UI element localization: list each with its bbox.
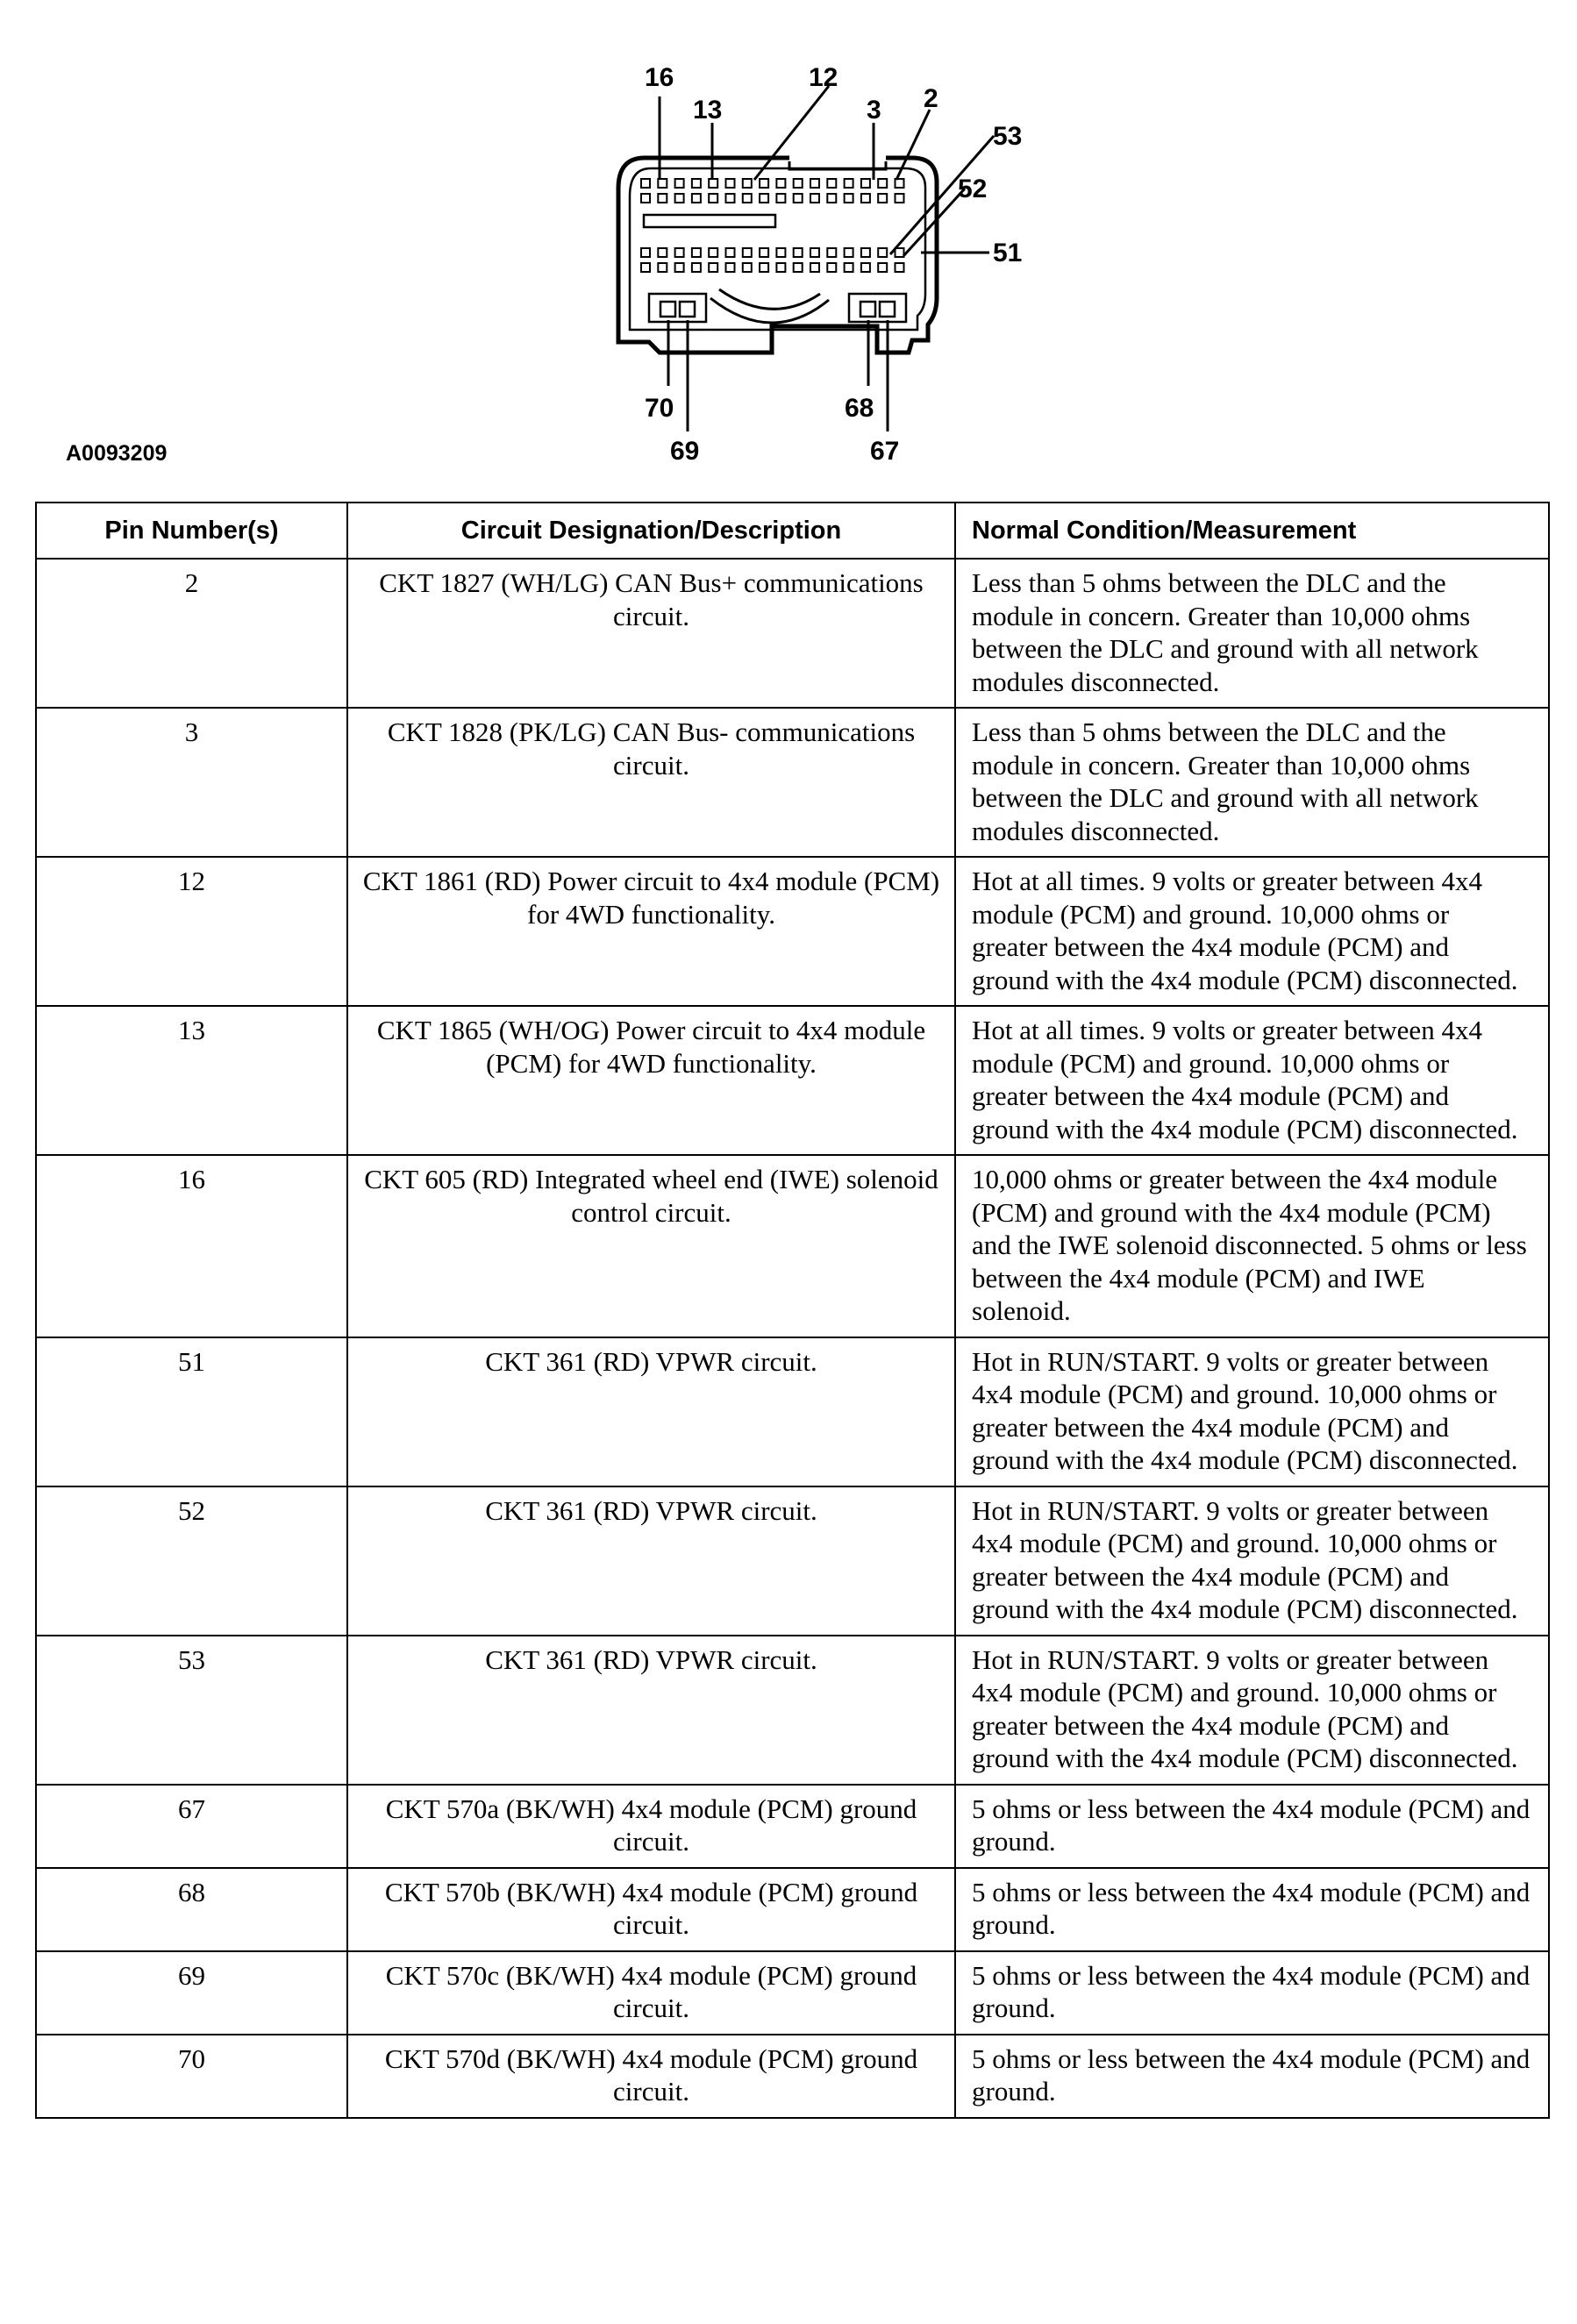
connector-key-slot [644, 215, 775, 227]
pin-cavity [896, 263, 904, 272]
normal-condition: 5 ohms or less between the 4x4 module (PCM) and ground. [955, 2035, 1549, 2118]
pin-cavity [658, 248, 667, 257]
circuit-description: CKT 570a (BK/WH) 4x4 module (PCM) ground circuit. [347, 1785, 955, 1868]
pin-cavity [743, 263, 752, 272]
pin-cavity [794, 194, 803, 203]
pin-cavity [760, 263, 768, 272]
pin-cavity [709, 248, 717, 257]
header-pin-numbers: Pin Number(s) [36, 503, 347, 559]
pin-cavity [776, 248, 785, 257]
pin-cavity [726, 248, 735, 257]
header-normal-condition: Normal Condition/Measurement [955, 503, 1549, 559]
table-row [36, 708, 1549, 857]
pin-cavity [827, 263, 836, 272]
table-row [36, 1337, 1549, 1486]
table-header-row [36, 503, 1549, 559]
pin-cavity [675, 263, 684, 272]
pin-cavity [743, 194, 752, 203]
pin-number: 2 [36, 559, 347, 708]
callout-68: 68 [845, 394, 874, 423]
callout-leaders [660, 86, 994, 431]
circuit-description: CKT 361 (RD) VPWR circuit. [347, 1486, 955, 1636]
pin-cavity [641, 194, 650, 203]
pin-cavity [845, 179, 853, 188]
pin-cavity [861, 248, 870, 257]
callout-67: 67 [870, 437, 900, 466]
pin-cavity [675, 194, 684, 203]
pin-cavity [658, 263, 667, 272]
pin-cavity [658, 179, 667, 188]
pin-cavity [692, 179, 701, 188]
pin-cavity [794, 179, 803, 188]
circuit-description: CKT 605 (RD) Integrated wheel end (IWE) solenoid control circuit. [347, 1155, 955, 1337]
circuit-description: CKT 1861 (RD) Power circuit to 4x4 module (PCM) for 4WD functionality. [347, 857, 955, 1006]
pin-cavity [709, 263, 717, 272]
callout-2: 2 [924, 84, 938, 113]
pin-cavity [692, 194, 701, 203]
pin-cavity [896, 179, 904, 188]
pin-cavity [878, 263, 887, 272]
pin-cavity [810, 248, 819, 257]
circuit-description: CKT 570c (BK/WH) 4x4 module (PCM) ground circuit. [347, 1951, 955, 2035]
pin-cavity [827, 179, 836, 188]
connector-pin-grid [641, 179, 904, 272]
pin-cavity [845, 263, 853, 272]
callout-53: 53 [993, 122, 1023, 151]
table-row [36, 1155, 1549, 1337]
pin-cavity [794, 263, 803, 272]
pin-number: 52 [36, 1486, 347, 1636]
table-row [36, 1006, 1549, 1155]
pin-cavity [810, 263, 819, 272]
pin-cavity [861, 179, 870, 188]
normal-condition: 5 ohms or less between the 4x4 module (PCM) and ground. [955, 1951, 1549, 2035]
pin-number: 70 [36, 2035, 347, 2118]
pin-cavity [878, 194, 887, 203]
pin-number: 51 [36, 1337, 347, 1486]
pin-cavity [845, 248, 853, 257]
pin-cavity [726, 179, 735, 188]
pin-cavity [776, 263, 785, 272]
pin-cavity [810, 179, 819, 188]
pin-number: 69 [36, 1951, 347, 2035]
pin-cavity [692, 263, 701, 272]
circuit-description: CKT 570d (BK/WH) 4x4 module (PCM) ground circuit. [347, 2035, 955, 2118]
normal-condition: 5 ohms or less between the 4x4 module (PCM) and ground. [955, 1785, 1549, 1868]
table-row [36, 1951, 1549, 2035]
normal-condition: Hot at all times. 9 volts or greater between 4x4 module (PCM) and ground. 10,000 ohms or greater between the 4x4 module (PCM) and ground with the 4x4 module (PCM) disconnected. [955, 1006, 1549, 1155]
pin-cavity [896, 194, 904, 203]
normal-condition: 10,000 ohms or greater between the 4x4 module (PCM) and ground with the 4x4 module (PCM) and the IWE solenoid disconnected. 5 ohms or less between the 4x4 module (PCM) and IWE solenoid. [955, 1155, 1549, 1337]
normal-condition: Hot in RUN/START. 9 volts or greater between 4x4 module (PCM) and ground. 10,000 ohms or greater between the 4x4 module (PCM) and ground with the 4x4 module (PCM) disconnected. [955, 1337, 1549, 1486]
pin-cavity [861, 194, 870, 203]
pin-cavity [878, 248, 887, 257]
callout-12: 12 [809, 63, 838, 92]
pin-cavity [675, 248, 684, 257]
table-row [36, 1785, 1549, 1868]
pin-cavity [776, 179, 785, 188]
pin-cavity [760, 179, 768, 188]
circuit-description: CKT 1828 (PK/LG) CAN Bus- communications circuit. [347, 708, 955, 857]
table-row [36, 2035, 1549, 2118]
callout-51: 51 [993, 239, 1023, 267]
table-row [36, 1868, 1549, 1951]
pin-cavity [776, 194, 785, 203]
table-row [36, 1486, 1549, 1636]
pin-number: 68 [36, 1868, 347, 1951]
callout-13: 13 [693, 96, 723, 125]
pin-cavity [878, 179, 887, 188]
table-row [36, 559, 1549, 708]
normal-condition: Hot in RUN/START. 9 volts or greater between 4x4 module (PCM) and ground. 10,000 ohms or greater between the 4x4 module (PCM) and ground with the 4x4 module (PCM) disconnected. [955, 1486, 1549, 1636]
pin-cavity [760, 248, 768, 257]
pin-cavity [641, 248, 650, 257]
normal-condition: Less than 5 ohms between the DLC and the module in concern. Greater than 10,000 ohms between the DLC and ground with all network modules disconnected. [955, 559, 1549, 708]
pin-cavity [709, 194, 717, 203]
normal-condition: Less than 5 ohms between the DLC and the module in concern. Greater than 10,000 ohms between the DLC and ground with all network modules disconnected. [955, 708, 1549, 857]
callout-70: 70 [645, 394, 674, 423]
pin-table [35, 502, 1550, 2119]
normal-condition: 5 ohms or less between the 4x4 module (PCM) and ground. [955, 1868, 1549, 1951]
circuit-description: CKT 361 (RD) VPWR circuit. [347, 1636, 955, 1785]
connector-diagram [0, 0, 1577, 491]
pin-cavity [827, 194, 836, 203]
pin-cavity [861, 263, 870, 272]
circuit-description: CKT 1827 (WH/LG) CAN Bus+ communications circuit. [347, 559, 955, 708]
pin-cavity [692, 248, 701, 257]
pin-cavity [641, 263, 650, 272]
pin-number: 67 [36, 1785, 347, 1868]
pin-cavity [641, 179, 650, 188]
pin-cavity [726, 194, 735, 203]
pin-cavity [760, 194, 768, 203]
pin-cavity [743, 179, 752, 188]
circuit-description: CKT 361 (RD) VPWR circuit. [347, 1337, 955, 1486]
pin-cavity [794, 248, 803, 257]
pin-cavity [743, 248, 752, 257]
circuit-description: CKT 570b (BK/WH) 4x4 module (PCM) ground circuit. [347, 1868, 955, 1951]
pin-cavity [709, 179, 717, 188]
pin-cavity [896, 248, 904, 257]
pin-number: 16 [36, 1155, 347, 1337]
callout-16: 16 [645, 63, 674, 92]
pin-number: 12 [36, 857, 347, 1006]
circuit-description: CKT 1865 (WH/OG) Power circuit to 4x4 module (PCM) for 4WD functionality. [347, 1006, 955, 1155]
pin-cavity [810, 194, 819, 203]
normal-condition: Hot at all times. 9 volts or greater between 4x4 module (PCM) and ground. 10,000 ohms or greater between the 4x4 module (PCM) and ground with the 4x4 module (PCM) disconnected. [955, 857, 1549, 1006]
pin-cavity [658, 194, 667, 203]
callout-69: 69 [670, 437, 700, 466]
pin-cavity [845, 194, 853, 203]
figure-id: A0093209 [66, 441, 168, 466]
pin-number: 53 [36, 1636, 347, 1785]
pin-number: 3 [36, 708, 347, 857]
pin-cavity [675, 179, 684, 188]
table-row [36, 857, 1549, 1006]
pin-cavity [827, 248, 836, 257]
pin-number: 13 [36, 1006, 347, 1155]
header-circuit-designation: Circuit Designation/Description [347, 503, 955, 559]
callout-52: 52 [958, 175, 988, 203]
normal-condition: Hot in RUN/START. 9 volts or greater between 4x4 module (PCM) and ground. 10,000 ohms or greater between the 4x4 module (PCM) and ground with the 4x4 module (PCM) disconnected. [955, 1636, 1549, 1785]
callout-3: 3 [867, 96, 881, 125]
table-row [36, 1636, 1549, 1785]
pin-cavity [726, 263, 735, 272]
